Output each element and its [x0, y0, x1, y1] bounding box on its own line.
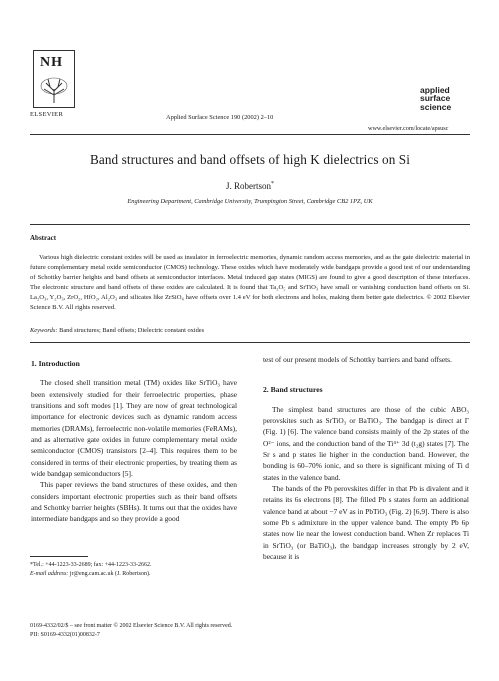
author-footnote-mark[interactable]: * [271, 181, 274, 187]
author-footnote [30, 561, 240, 579]
author-line [30, 181, 470, 191]
footnote-email[interactable]: jr@eng.cam.ac.uk (J. Robertson). [69, 571, 151, 577]
abstract-heading: Abstract [30, 234, 57, 242]
keywords [30, 327, 470, 334]
section-heading-introduction: 1. Introduction [31, 359, 80, 368]
footer-pii: PII: S0169-4332(01)00832-7 [30, 632, 100, 638]
author-name: J. Robertson [226, 181, 271, 191]
paragraph: The bands of the Pb perovskites differ in that Pb is divalent and it retains its 6s electrons [8]. The filled Pb s states form an additional valence band at about −7 eV as in PbTiO₃ (Fig. 2) [6,9]. There is also some Pb s admixture in the upper valence band. The empty Pb 6p states now lie near the lowest conduction band. When Zr replaces Ti in SrTiO₃ (or BaTiO₃), the bandgap increases strongly by 2 eV, because it is [263, 484, 469, 562]
paragraph-continuation: test of our present models of Schottky barriers and band offsets. [263, 355, 452, 364]
footnote-email-line [30, 570, 240, 579]
author-affiliation: Engineering Department, Cambridge University, Trumpington Street, Cambridge CB2 1PZ, UK [127, 198, 373, 205]
keywords-label: Keywords: [30, 327, 58, 334]
paragraph: The closed shell transition metal (TM) oxides like SrTiO₃ have been extensively studied for their ferroelectric properties, phase transitions and soft modes [1]. They are now of great technological importance for electronic devices such as dynamic random access memories (DRAMs), ferroelectric non-volatile memories (FeRAMs), and as alternative gate oxides in future complementary metal oxide semiconductor (CMOS) transistors [2–4]. This requires them to be considered in terms of their electronic properties, by treating them as wide bandgap semiconductors [5]. [31, 378, 237, 479]
abstract-text: Various high dielectric constant oxides will be used as insulator in ferroelectric memories, dynamic random access memories, and as the gate dielectric material in future complementary metal oxide semiconductor (CMOS) technology. These oxides which have moderately wide bandgaps provide a good test of our understanding of Schottky barrier heights and band offsets at semiconductor interfaces. Metal induced gap states (MIGS) are found to give a good description of these interfaces. The electronic structure and band offsets of these oxides are calculated. It is found that Ta₂O₅ and SrTiO₃ have small or vanishing conduction band offsets on Si. La₂O₃, Y₂O₃, ZrO₂, HfO₂, Al₂O₃ and silicates like ZrSiO₄ have offsets over 1.4 eV for both electrons and holes, making them better gate dielectrics. © 2002 Elsevier Science B.V. All rights reserved. [30, 254, 470, 312]
journal-reference: Applied Surface Science 190 (2002) 2–10 [166, 114, 274, 121]
elsevier-logo [33, 50, 75, 108]
footnote-email-label: E-mail address: [30, 571, 69, 577]
footnote-contact: *Tel.: +44-1223-33-2689; fax: +44-1223-33-2662. [30, 562, 152, 568]
keywords-list: Band structures; Band offsets; Dielectric constant oxides [59, 327, 205, 334]
page-footer [30, 622, 232, 640]
header-rule [30, 134, 470, 135]
footnote-rule [30, 556, 88, 557]
tree-icon [38, 77, 70, 103]
right-column [263, 341, 469, 563]
left-column [31, 341, 237, 525]
journal-logo-line1: applied [420, 85, 450, 95]
journal-logo-line2: surface science [420, 93, 452, 112]
journal-logo [420, 85, 468, 112]
footer-issn: 0169-4332/02/$ – see front matter © 2002 Elsevier Science B.V. All rights reserved. [30, 623, 233, 629]
publisher-name: ELSEVIER [30, 111, 64, 118]
paragraph: This paper reviews the band structures of these oxides, and then considers important electronic properties such as their band offsets and Schottky barrier heights (SBHs). It turns out that the oxides have intermediate bandgaps and so they provide a good [31, 480, 237, 524]
paragraph: The simplest band structures are those of the cubic ABO₃ perovskites such as SrTiO₃ or BaTiO₃. The bandgap is direct at Γ (Fig. 1) [6]. The valence band consists mainly of the 2p states of the O²⁻ ions, and the conduction band of the Ti⁴⁺ 3d (t₂g) states [7]. The Sr s and p states lie higher in the conduction band. However, the bonding is 60–70% ionic, and so there is significant mixing of Ti d states in the valence band. [263, 404, 469, 482]
abstract-top-rule [30, 224, 470, 225]
journal-url[interactable]: www.elsevier.com/locate/apsusc [368, 125, 449, 132]
article-title: Band structures and band offsets of high K dielectrics on Si [90, 152, 410, 167]
section-heading-band-structures: 2. Band structures [263, 385, 323, 395]
publisher-mark: NH [40, 55, 63, 70]
